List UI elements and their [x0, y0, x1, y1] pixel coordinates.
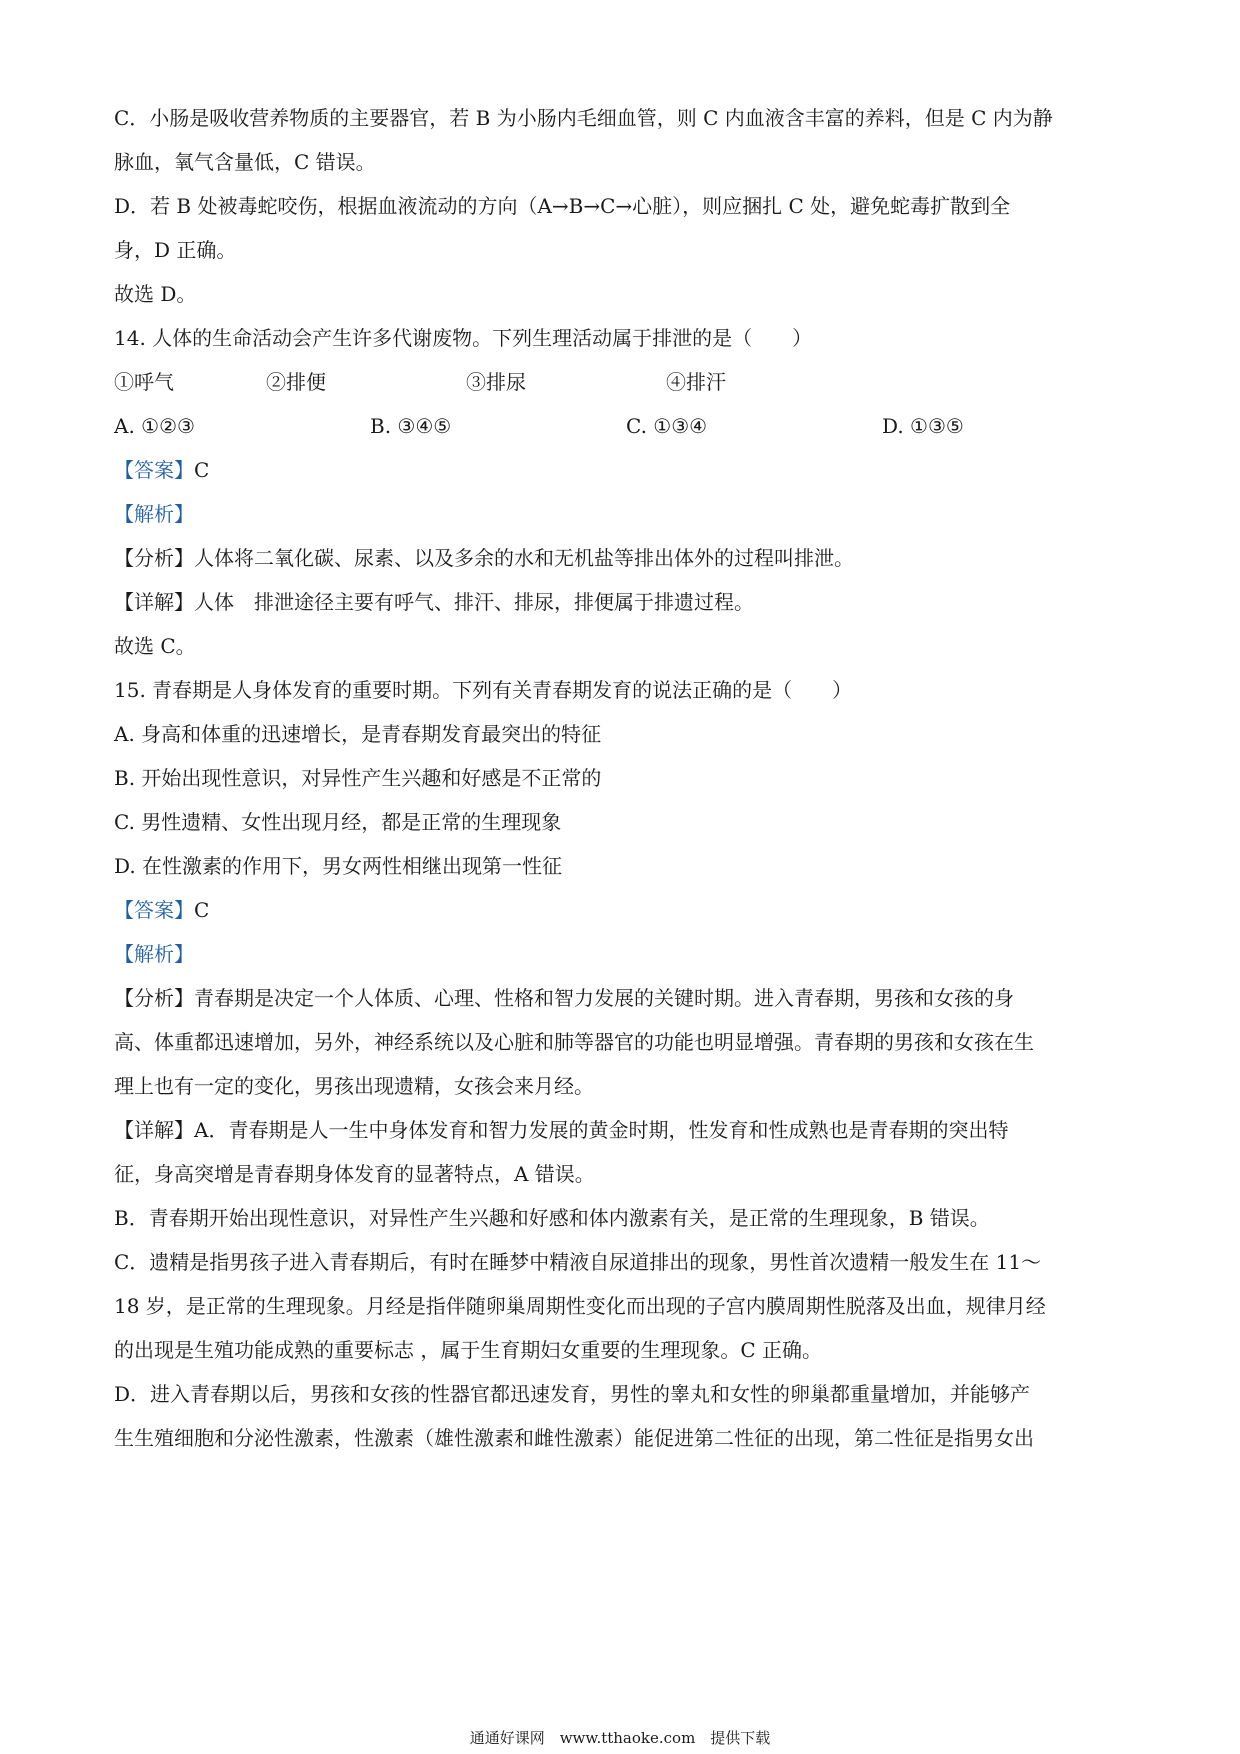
question-15-option-a: A. 身高和体重的迅速增长，是青春期发育最突出的特征	[114, 722, 602, 746]
text-line: B．青春期开始出现性意识，对异性产生兴趣和好感和体内激素有关，是正常的生理现象，B 错误。	[114, 1206, 990, 1230]
answer-tag: 【答案】	[114, 458, 194, 482]
text-line: 生生殖细胞和分泌性激素，性激素（雄性激素和雌性激素）能促进第二性征的出现，第二性征是指男女出	[114, 1426, 1034, 1450]
question-15-option-b: B. 开始出现性意识，对异性产生兴趣和好感是不正常的	[114, 766, 602, 790]
answer-value: C	[194, 898, 210, 922]
question-15-xiangjie	[114, 1115, 1134, 1145]
text-line: C．遗精是指男孩子进入青春期后，有时在睡梦中精液自尿道排出的现象，男性首次遗精一般发生在 11～	[114, 1250, 1042, 1274]
xiangjie-tag: 【详解】	[114, 1118, 194, 1142]
page-footer: 通通好课网 www.tthaoke.com 提供下载	[469, 1729, 771, 1747]
text-line: C．小肠是吸收营养物质的主要器官，若 B 为小肠内毛细血管，则 C 内血液含丰富的养料，但是 C 内为静	[114, 106, 1053, 130]
option-a: A. ①②③	[114, 414, 195, 438]
xiangjie-tag: 【详解】	[114, 590, 194, 614]
question-15-answer	[114, 895, 1134, 925]
question-14-analysis-heading	[114, 499, 1134, 529]
text-line: 脉血，氧气含量低，C 错误。	[114, 150, 376, 174]
text-line: D．若 B 处被毒蛇咬伤，根据血液流动的方向（A→B→C→心脏），则应捆扎 C 处，避免蛇毒扩散到全	[114, 194, 1011, 218]
item: ④排汗	[666, 370, 726, 394]
text-line: D．进入青春期以后，男孩和女孩的性器官都迅速发育，男性的睾丸和女性的卵巢都重量增加，并能够产	[114, 1382, 1031, 1406]
text-line: 18 岁，是正常的生理现象。月经是指伴随卵巢周期性变化而出现的子宫内膜周期性脱落及出血，规律月经	[114, 1294, 1046, 1318]
fenxi-tag: 【分析】	[114, 986, 194, 1010]
text-line: 征，身高突增是青春期身体发育的显著特点，A 错误。	[114, 1162, 595, 1186]
fenxi-text: 青春期是决定一个人体质、心理、性格和智力发展的关键时期。进入青春期，男孩和女孩的身	[194, 986, 1014, 1010]
question-14-items	[114, 367, 1134, 397]
question-15-option-c: C. 男性遗精、女性出现月经，都是正常的生理现象	[114, 810, 562, 834]
analysis-tag: 【解析】	[114, 502, 194, 526]
question-15-stem: 15. 青春期是人身体发育的重要时期。下列有关青春期发育的说法正确的是（ ）	[114, 678, 853, 702]
question-14-xiangjie	[114, 587, 1134, 617]
item: ②排便	[266, 370, 326, 394]
question-14-fenxi	[114, 543, 1134, 573]
text-line: 理上也有一定的变化，男孩出现遗精，女孩会来月经。	[114, 1074, 594, 1098]
text-line: 身，D 正确。	[114, 238, 237, 262]
question-14-answer	[114, 455, 1134, 485]
option-d: D. ①③⑤	[882, 414, 964, 438]
xiangjie-text: A．青春期是人一生中身体发育和智力发展的黄金时期，性发育和性成熟也是青春期的突出特	[194, 1118, 1009, 1142]
question-14-options	[114, 411, 1134, 441]
option-c: C. ①③④	[626, 414, 708, 438]
question-15-analysis-heading	[114, 939, 1134, 969]
fenxi-text: 人体将二氧化碳、尿素、以及多余的水和无机盐等排出体外的过程叫排泄。	[194, 546, 854, 570]
fenxi-tag: 【分析】	[114, 546, 194, 570]
analysis-tag: 【解析】	[114, 942, 194, 966]
question-14-conclusion: 故选 C。	[114, 634, 196, 658]
answer-tag: 【答案】	[114, 898, 194, 922]
xiangjie-text: 人体 排泄途径主要有呼气、排汗、排尿，排便属于排遗过程。	[194, 590, 754, 614]
text-line: 的出现是生殖功能成熟的重要标志 ，属于生育期妇女重要的生理现象。C 正确。	[114, 1338, 823, 1362]
answer-value: C	[194, 458, 210, 482]
question-15-fenxi	[114, 983, 1134, 1013]
text-line: 高、体重都迅速增加，另外，神经系统以及心脏和肺等器官的功能也明显增强。青春期的男孩和女孩在生	[114, 1030, 1034, 1054]
item: ①呼气	[114, 370, 174, 394]
question-15-option-d: D. 在性激素的作用下，男女两性相继出现第一性征	[114, 854, 563, 878]
question-14-stem: 14. 人体的生命活动会产生许多代谢废物。下列生理活动属于排泄的是（ ）	[114, 326, 813, 350]
item: ③排尿	[466, 370, 526, 394]
conclusion-line: 故选 D。	[114, 282, 197, 306]
option-b: B. ③④⑤	[370, 414, 452, 438]
